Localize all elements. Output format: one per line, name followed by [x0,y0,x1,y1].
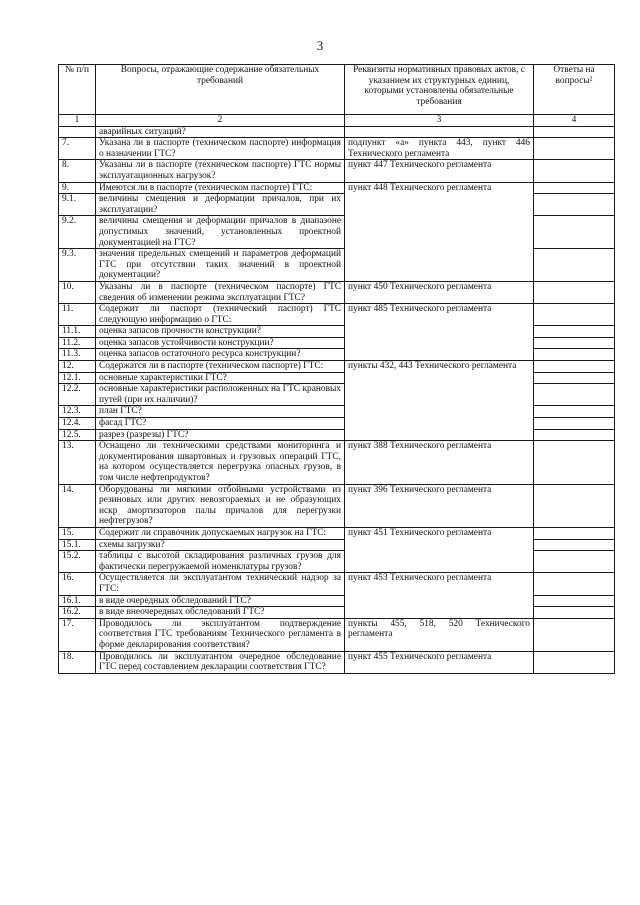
column-number-row [59,115,615,127]
row-number: 16.2. [59,607,96,619]
row-answer[interactable] [534,281,615,303]
row-question: оценка запасов остаточного ресурса конструкции? [96,349,345,361]
row-number: 10. [59,281,96,303]
row-answer[interactable] [534,182,615,194]
row-number: 11. [59,304,96,326]
row-number: 15.2. [59,551,96,573]
row-question: разрез (разрезы) ГТС? [96,429,345,441]
row-answer[interactable] [534,349,615,361]
row-answer[interactable] [534,406,615,418]
column-number: 2 [96,115,345,127]
row-question: в виде очередных обследований ГТС? [96,595,345,607]
row-question: значения предельных смещений и параметров деформаций ГТС при отсутствии таких значений в проектной документации? [96,249,345,282]
row-answer[interactable] [534,551,615,573]
row-answer[interactable] [534,249,615,282]
row-answer[interactable] [534,441,615,484]
row-answer[interactable] [534,194,615,216]
row-answer[interactable] [534,138,615,160]
row-reference: пункт 485 Технического регламента [345,304,534,361]
row-question: в виде внеочередных обследований ГТС? [96,607,345,619]
table-row [59,618,615,651]
row-question: Содержатся ли в паспорте (техническом паспорте) ГТС: [96,361,345,373]
row-number: 9. [59,182,96,194]
row-answer[interactable] [534,527,615,539]
header-question: Вопросы, отражающие содержание обязательных требований [96,65,345,115]
row-reference: пункт 388 Технического регламента [345,441,534,484]
row-question: фасад ГТС? [96,418,345,430]
table-row [59,441,615,484]
table-header-row [59,65,615,115]
row-answer[interactable] [534,429,615,441]
row-number: 12.2. [59,384,96,406]
row-answer[interactable] [534,372,615,384]
row-question: оценка запасов устойчивости конструкции? [96,337,345,349]
table-row [59,527,615,539]
row-question: величины смещения и деформации причалов в диапазоне допустимых значений, установленных проектной документацией на ГТС? [96,216,345,249]
table-row [59,484,615,527]
row-number: 12.3. [59,406,96,418]
row-question: основные характеристики расположенных на ГТС крановых путей (при их наличии)? [96,384,345,406]
header-requisites: Реквизиты нормативных правовых актов, с указанием их структурных единиц, которыми установлены обязательные требования [345,65,534,115]
row-number: 11.3. [59,349,96,361]
table-row [59,126,615,138]
row-question: таблицы с высотой складирования различных грузов для фактически перегружаемой номенклатуры грузов? [96,551,345,573]
row-number: 16.1. [59,595,96,607]
row-number: 9.3. [59,249,96,282]
table-row [59,361,615,373]
row-question: Указаны ли в паспорте (техническом паспорте) ГТС нормы эксплуатационных нагрузок? [96,160,345,182]
row-number: 12.4. [59,418,96,430]
header-answers: Ответы на вопросы² [534,65,615,115]
row-number: 13. [59,441,96,484]
row-question: аварийных ситуаций? [96,126,345,138]
row-question: Оснащено ли техническими средствами мониторинга и документирования швартовных и грузовых операций ГТС, на котором осуществляется перегрузка опасных грузов, в том числе нефтепродуктов? [96,441,345,484]
row-number: 15.1. [59,539,96,551]
row-number: 12.5. [59,429,96,441]
table-row [59,182,615,194]
row-answer[interactable] [534,361,615,373]
row-question: оценка запасов прочности конструкции? [96,326,345,338]
row-number: 11.1. [59,326,96,338]
table-row [59,138,615,160]
row-reference: пункт 450 Технического регламента [345,281,534,303]
table-row [59,160,615,182]
table-row [59,651,615,673]
row-number: 9.2. [59,216,96,249]
row-number: 14. [59,484,96,527]
row-answer[interactable] [534,607,615,619]
row-question: Проводилось ли эксплуатантом подтверждение соответствия ГТС требованиям Технического регламента в форме декларирования соответствия? [96,618,345,651]
row-answer[interactable] [534,304,615,326]
table-row [59,573,615,595]
row-reference: пункт 447 Технического регламента [345,160,534,182]
row-reference: пункт 396 Технического регламента [345,484,534,527]
row-answer[interactable] [534,484,615,527]
row-answer[interactable] [534,418,615,430]
row-question: величины смещения и деформации причалов, при их эксплуатации? [96,194,345,216]
row-question: Содержит ли паспорт (технический паспорт) ГТС следующую информацию о ГТС: [96,304,345,326]
row-reference: пункт 451 Технического регламента [345,527,534,572]
row-reference: пункты 432, 443 Технического регламента [345,361,534,441]
column-number: 3 [345,115,534,127]
header-num: № п/п [59,65,96,115]
row-number: 9.1. [59,194,96,216]
row-number: 12. [59,361,96,373]
row-question: основные характеристики ГТС? [96,372,345,384]
row-reference: подпункт «а» пункта 443, пункт 446 Технического регламента [345,138,534,160]
row-question: Содержит ли справочник допускаемых нагрузок на ГТС: [96,527,345,539]
row-answer[interactable] [534,337,615,349]
row-reference: пункт 453 Технического регламента [345,573,534,618]
row-number: 11.2. [59,337,96,349]
row-number: 7. [59,138,96,160]
row-reference: пункт 455 Технического регламента [345,651,534,673]
row-number: 17. [59,618,96,651]
row-question: Осуществляется ли эксплуатантом технический надзор за ГТС: [96,573,345,595]
row-answer[interactable] [534,160,615,182]
row-number: 12.1. [59,372,96,384]
row-question: Указана ли в паспорте (техническом паспорте) информация о назначении ГТС? [96,138,345,160]
row-answer[interactable] [534,595,615,607]
row-answer[interactable] [534,216,615,249]
row-number: 8. [59,160,96,182]
row-number: 15. [59,527,96,539]
row-answer[interactable] [534,326,615,338]
requirements-table [58,64,615,674]
page-number: 3 [316,38,324,53]
row-answer[interactable] [534,618,615,651]
row-answer[interactable] [534,384,615,406]
row-question: Проводилось ли эксплуатантом очередное обследование ГТС перед составлением декларации соответствия ГТС? [96,651,345,673]
row-question: Оборудованы ли мягкими отбойными устройствами из резиновых или других невозгораемых и не образующих искр амортизаторов палы причалов для перегрузки нефтегрузов? [96,484,345,527]
row-reference: пункты 455, 518, 520 Технического регламента [345,618,534,651]
row-number: 18. [59,651,96,673]
row-answer[interactable] [534,126,615,138]
row-question: Имеются ли в паспорте (техническом паспорте) ГТС: [96,182,345,194]
column-number: 1 [59,115,96,127]
table-row [59,281,615,303]
row-reference [345,126,534,138]
table-row [59,304,615,326]
row-reference: пункт 448 Технического регламента [345,182,534,281]
row-answer[interactable] [534,651,615,673]
row-answer[interactable] [534,573,615,595]
row-question: Указаны ли в паспорте (техническом паспорте) ГТС сведения об изменении режима эксплуатации ГТС? [96,281,345,303]
row-answer[interactable] [534,539,615,551]
row-number: 16. [59,573,96,595]
row-question: план ГТС? [96,406,345,418]
column-number: 4 [534,115,615,127]
row-number [59,126,96,138]
row-question: схемы загрузки? [96,539,345,551]
